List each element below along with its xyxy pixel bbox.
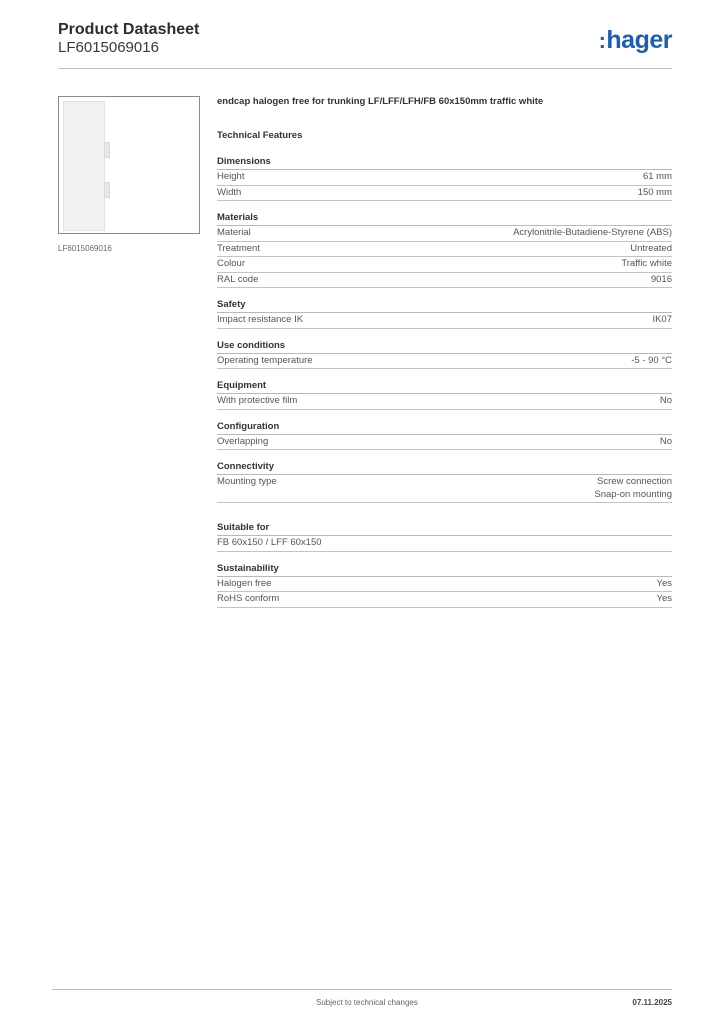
spec-label: With protective film [217,395,298,406]
endcap-tab [104,142,110,158]
spec-section [217,379,672,410]
footer-date: 07.11.2025 [632,998,672,1007]
spec-row [217,536,672,552]
suitable-for-section [217,521,672,552]
section-title: Safety [217,298,672,313]
logo-dots-icon: : [598,28,606,53]
spec-value [513,227,672,240]
product-code: LF6015069016 [58,39,159,56]
spec-label: Width [217,186,242,198]
spec-label: Treatment [217,242,260,254]
spec-row [217,592,672,608]
spec-value [660,395,672,408]
spec-value-line: Traffic white [621,258,672,269]
spec-value [638,187,672,200]
spec-section [217,420,672,451]
spec-section [217,298,672,329]
technical-features-title: Technical Features [217,130,303,141]
header-divider [58,68,672,69]
spec-value-line: 9016 [650,273,672,285]
spec-value [660,436,672,449]
spec-label: Material [217,227,251,238]
spec-value [594,476,672,501]
spec-row [217,394,672,410]
footer-divider [52,989,672,990]
spec-value-line: Yes [656,593,672,604]
section-title: Use conditions [217,339,672,354]
spec-row [217,313,672,329]
spec-label: Halogen free [217,577,272,589]
spec-value-line: Yes [656,577,672,589]
feature-sections [217,155,672,503]
image-caption: LF6015069016 [58,244,112,253]
spec-value-line: 150 mm [637,186,672,198]
spec-value [657,593,673,606]
spec-value [631,355,672,368]
spec-value [657,578,673,591]
spec-label: RoHS conform [217,593,280,604]
product-image [58,96,200,234]
spec-row [217,577,672,593]
spec-section [217,155,672,201]
sustainability-section [217,562,672,608]
spec-row [217,170,672,186]
spec-value [621,258,672,271]
spec-row [217,273,672,289]
spec-value-line: Snap-on mounting [594,488,672,500]
spec-label: RAL code [217,273,259,285]
spec-label: Impact resistance IK [217,314,304,325]
spec-row [217,354,672,370]
section-title: Configuration [217,420,672,435]
section-title: Materials [217,211,672,226]
spec-value [643,171,672,184]
main-content [217,96,672,618]
spec-value [651,274,672,287]
spec-section [217,211,672,288]
spec-label: Operating temperature [217,354,313,366]
spec-row [217,475,672,503]
spec-value [630,243,672,256]
brand-logo [599,28,672,53]
section-title: Suitable for [217,521,672,536]
footer-note: Subject to technical changes [316,998,418,1007]
spec-label: Colour [217,258,245,269]
endcap-tab [104,182,110,198]
spec-row [217,242,672,258]
spec-value-line: No [659,395,672,406]
spec-value-line: IK07 [652,314,672,325]
section-title: Equipment [217,379,672,394]
section-title: Connectivity [217,460,672,475]
spec-value-line: Untreated [630,242,672,254]
spec-row [217,226,672,242]
spec-value-line: Screw connection [597,476,672,487]
spec-value-line: -5 - 90 °C [631,354,672,366]
spec-row [217,186,672,202]
spec-label: Mounting type [217,476,277,487]
spec-row [217,257,672,273]
logo-text: hager [606,26,672,54]
spec-row [217,435,672,451]
spec-section [217,460,672,503]
spec-label: Height [217,171,245,182]
page-title: Product Datasheet [58,21,200,38]
spec-label: Overlapping [217,435,269,447]
spec-value-line: No [659,435,672,447]
sustainability-rows [217,577,672,608]
section-title: Dimensions [217,155,672,170]
spec-value-line: Acrylonitrile-Butadiene-Styrene (ABS) [513,227,672,238]
spec-label: FB 60x150 / LFF 60x150 [217,537,322,548]
spec-section [217,339,672,370]
section-title: Sustainability [217,562,672,577]
product-description: endcap halogen free for trunking LF/LFF/LFH/FB 60x150mm traffic white [217,96,544,107]
endcap-illustration [63,101,105,231]
spec-value-line: 61 mm [642,171,672,182]
spec-value [652,314,672,327]
